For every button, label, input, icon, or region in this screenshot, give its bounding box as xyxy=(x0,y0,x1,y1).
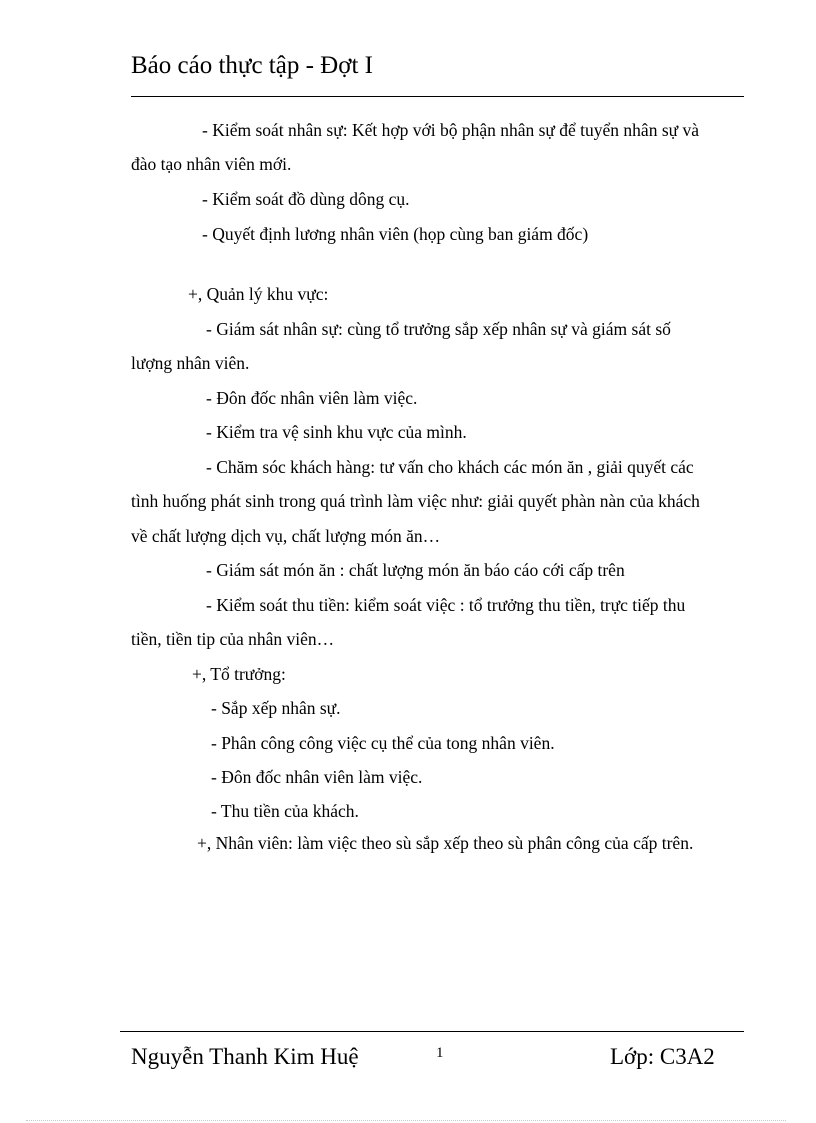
section-heading: +, Nhân viên: làm việc theo sù sắp xếp theo sù phân công của cấp trên. xyxy=(197,833,694,853)
section-heading: +, Quản lý khu vực: xyxy=(188,284,329,304)
body-line: - Đôn đốc nhân viên làm việc. xyxy=(206,388,418,408)
body-line: tiền, tiền tip của nhân viên… xyxy=(131,629,335,649)
body-line: - Giám sát món ăn : chất lượng món ăn báo cáo cới cấp trên xyxy=(206,560,625,580)
body-line: - Kiểm soát thu tiền: kiểm soát việc : tổ trưởng thu tiền, trực tiếp thu xyxy=(206,595,686,615)
section-heading: +, Tổ trưởng: xyxy=(192,664,286,684)
body-line: - Đôn đốc nhân viên làm việc. xyxy=(211,767,423,787)
body-line: - Quyết định lương nhân viên (họp cùng ban giám đốc) xyxy=(202,224,589,244)
body-line: - Kiểm soát đồ dùng dông cụ. xyxy=(202,189,410,209)
page-number: 1 xyxy=(436,1045,444,1061)
page-bottom-border xyxy=(26,1120,786,1121)
body-line: tình huống phát sinh trong quá trình làm việc như: giải quyết phàn nàn của khách xyxy=(131,491,700,511)
body-line: - Sắp xếp nhân sự. xyxy=(211,698,341,718)
body-line: về chất lượng dịch vụ, chất lượng món ăn… xyxy=(131,526,441,546)
header-divider xyxy=(131,96,744,97)
footer-class-label: Lớp: C3A2 xyxy=(610,1044,715,1069)
body-line: đào tạo nhân viên mới. xyxy=(131,154,292,174)
body-line: - Kiểm soát nhân sự: Kết hợp với bộ phận nhân sự để tuyển nhân sự và xyxy=(202,120,700,140)
body-line: - Kiểm tra vệ sinh khu vực của mình. xyxy=(206,422,467,442)
body-line: - Chăm sóc khách hàng: tư vấn cho khách các món ăn , giải quyết các xyxy=(206,457,694,477)
footer-divider xyxy=(120,1031,744,1032)
body-line: - Thu tiền của khách. xyxy=(211,801,359,821)
page-header-title: Báo cáo thực tập - Đợt I xyxy=(131,52,373,79)
body-line: lượng nhân viên. xyxy=(131,353,250,373)
body-line: - Giám sát nhân sự: cùng tổ trưởng sắp xếp nhân sự và giám sát số xyxy=(206,319,671,339)
body-line: - Phân công công việc cụ thể của tong nhân viên. xyxy=(211,733,555,753)
footer-author: Nguyễn Thanh Kim Huệ xyxy=(131,1044,359,1069)
